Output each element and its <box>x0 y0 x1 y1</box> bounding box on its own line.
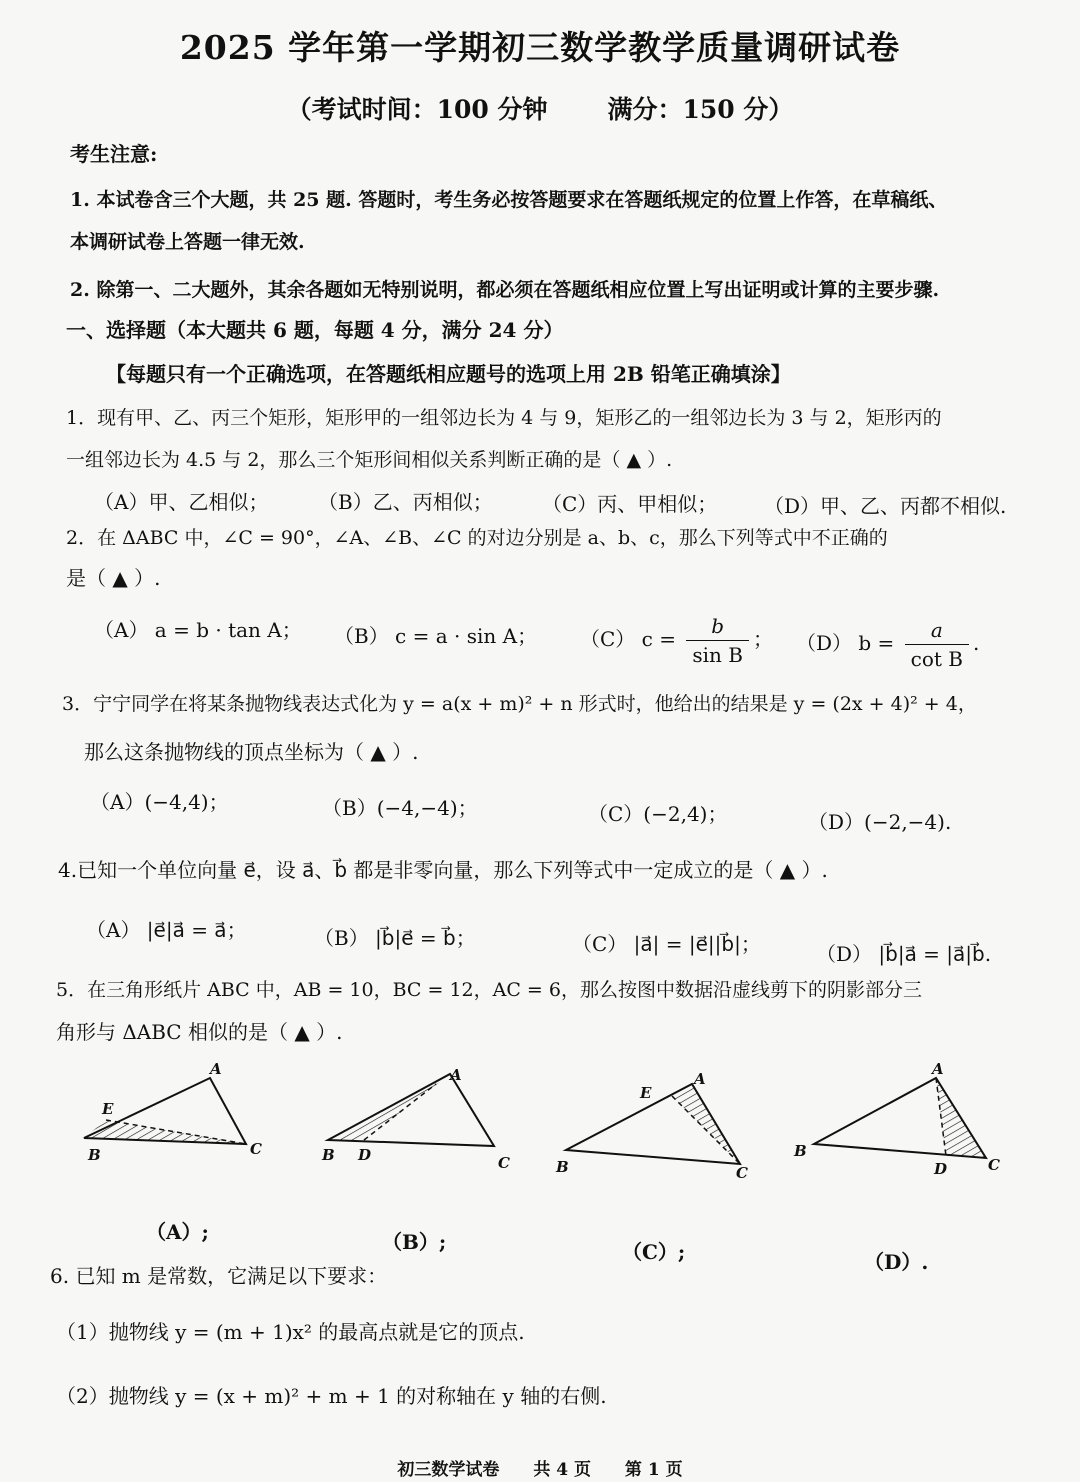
q4-option-a: （A） |e⃗|a⃗ = a⃗； <box>86 918 247 942</box>
notice-item1-line2: 本调研试卷上答题一律无效. <box>70 231 305 253</box>
q5-figure-a-label-a: A <box>210 1060 222 1078</box>
q3-option-a: （A）(−4,4)； <box>90 790 229 814</box>
notice-item2: 2. 除第一、二大题外，其余各题如无特别说明，都必须在答题纸相应位置上写出证明或计算的主要步骤. <box>70 279 940 301</box>
q4-option-b: （B） |b⃗|e⃗ = b⃗； <box>314 926 476 950</box>
q5-figure-b-label-b: B <box>322 1146 335 1164</box>
q1-option-d: （D）甲、乙、丙都不相似. <box>764 494 1007 518</box>
q2-line2: 是（ ▲ ）. <box>66 566 161 590</box>
q2-option-d <box>796 616 979 673</box>
q5-caption-d: （D）. <box>864 1250 929 1274</box>
q5-figure-d <box>793 1060 1000 1178</box>
q5-caption-a: （A）; <box>146 1220 209 1244</box>
q2-option-c-fraction <box>686 612 749 669</box>
q5-figure-b <box>321 1066 510 1172</box>
q2-option-c-prefix: （C） c = <box>580 627 676 651</box>
q3-line1: 3．宁宁同学在将某条抛物线表达式化为 y = a(x + m)² + n 形式时，他给出的结果是 y = (2x + 4)² + 4， <box>62 693 977 715</box>
q5-figure-a-label-e: E <box>102 1100 114 1118</box>
q5-figure-c-shaded <box>672 1084 740 1164</box>
q5-figure-c-label-c: C <box>736 1164 748 1182</box>
page-footer <box>0 1455 1080 1480</box>
q2-option-d-fraction <box>905 616 969 673</box>
notice-heading: 考生注意: <box>70 142 158 166</box>
footer-paper-name: 初三数学试卷 <box>397 1460 500 1480</box>
q5-caption-b: （B）; <box>382 1230 447 1254</box>
q4-line1: 4.已知一个单位向量 e⃗，设 a⃗、b⃗ 都是非零向量，那么下列等式中一定成立的是（ ▲ ）. <box>58 858 828 882</box>
q5-figure-c-label-e: E <box>640 1084 652 1102</box>
q5-figures <box>70 1060 1030 1200</box>
q6-condition-2: （2）抛物线 y = (x + m)² + m + 1 的对称轴在 y 轴的右侧. <box>56 1384 607 1408</box>
section1-instruction: 【每题只有一个正确选项，在答题纸相应题号的选项上用 2B 铅笔正确填涂】 <box>106 362 791 386</box>
q6-line1: 6. 已知 m 是常数，它满足以下要求： <box>50 1264 388 1288</box>
exam-time: （考试时间：100 分钟 <box>286 95 548 124</box>
q5-line1: 5．在三角形纸片 ABC 中，AB = 10，BC = 12，AC = 6，那么按图中数据沿虚线剪下的阴影部分三 <box>56 979 922 1001</box>
q5-figure-c-label-b: B <box>556 1158 569 1176</box>
q2-option-c-suffix: ； <box>752 627 773 651</box>
q5-figure-a-label-b: B <box>88 1146 101 1164</box>
q5-caption-c: （C）; <box>622 1240 686 1264</box>
notice-item1-line1: 1. 本试卷含三个大题，共 25 题. 答题时，考生务必按答题要求在答题纸规定的位置上作答，在草稿纸、 <box>70 189 948 211</box>
q1-line1: 1．现有甲、乙、丙三个矩形，矩形甲的一组邻边长为 4 与 9，矩形乙的一组邻边长为 3 与 2，矩形丙的 <box>66 407 942 429</box>
q5-figure-b-label-c: C <box>498 1154 510 1172</box>
exam-subtitle <box>0 90 1080 126</box>
q2-option-d-prefix: （D） b = <box>796 631 895 655</box>
q2-option-d-suffix: . <box>973 631 980 655</box>
q5-figure-b-label-a: A <box>450 1066 462 1084</box>
footer-total-pages: 共 4 页 <box>533 1460 591 1480</box>
q2-line1: 2．在 ΔABC 中，∠C = 90°，∠A、∠B、∠C 的对边分别是 a、b、c，那么下列等式中不正确的 <box>66 527 888 549</box>
q3-line2: 那么这条抛物线的顶点坐标为（ ▲ ）. <box>84 740 419 764</box>
q5-figure-a-label-c: C <box>250 1140 262 1158</box>
q5-figure-d-label-d: D <box>934 1160 948 1178</box>
q5-figure-c-label-a: A <box>694 1070 706 1088</box>
q1-line2: 一组邻边长为 4.5 与 2，那么三个矩形间相似关系判断正确的是（ ▲ ）. <box>66 449 673 471</box>
q4-option-c: （C） |a⃗| = |e⃗||b⃗|； <box>572 932 761 956</box>
q3-option-b: （B）(−4,−4)； <box>322 796 478 820</box>
section1-heading: 一、选择题（本大题共 6 题，每题 4 分，满分 24 分） <box>66 318 564 342</box>
q3-option-d: （D）(−2,−4). <box>808 810 952 834</box>
q2-option-c-denominator: sin B <box>692 643 743 667</box>
q5-figure-d-label-a: A <box>932 1060 944 1078</box>
q5-figure-d-label-c: C <box>988 1156 1000 1174</box>
q5-figure-b-label-d: D <box>358 1146 372 1164</box>
exam-title: 2025 学年第一学期初三数学教学质量调研试卷 <box>179 28 901 67</box>
exam-score: 满分：150 分） <box>607 95 794 124</box>
q2-option-a: （A） a = b · tan A； <box>94 618 302 642</box>
q5-figure-c <box>555 1070 748 1182</box>
q2-option-c <box>580 612 773 669</box>
q4-option-d: （D） |b⃗|a⃗ = |a⃗|b⃗. <box>816 942 992 966</box>
q5-figure-a <box>84 1060 262 1164</box>
q5-figure-d-label-b: B <box>794 1142 807 1160</box>
q6-condition-1: （1）抛物线 y = (m + 1)x² 的最高点就是它的顶点. <box>56 1320 525 1344</box>
q2-option-c-numerator: b <box>686 612 749 641</box>
q5-line2: 角形与 ΔABC 相似的是（ ▲ ）. <box>56 1020 343 1044</box>
q1-option-a: （A）甲、乙相似； <box>94 490 269 514</box>
q3-option-c: （C）(−2,4)； <box>588 802 728 826</box>
q2-option-d-numerator: a <box>905 616 969 645</box>
footer-page-number: 第 1 页 <box>624 1460 683 1480</box>
q2-option-b: （B） c = a · sin A； <box>334 624 538 648</box>
q1-option-b: （B）乙、丙相似； <box>318 490 493 514</box>
q2-option-d-denominator: cot B <box>910 647 964 671</box>
q1-option-c: （C）丙、甲相似； <box>542 492 718 516</box>
